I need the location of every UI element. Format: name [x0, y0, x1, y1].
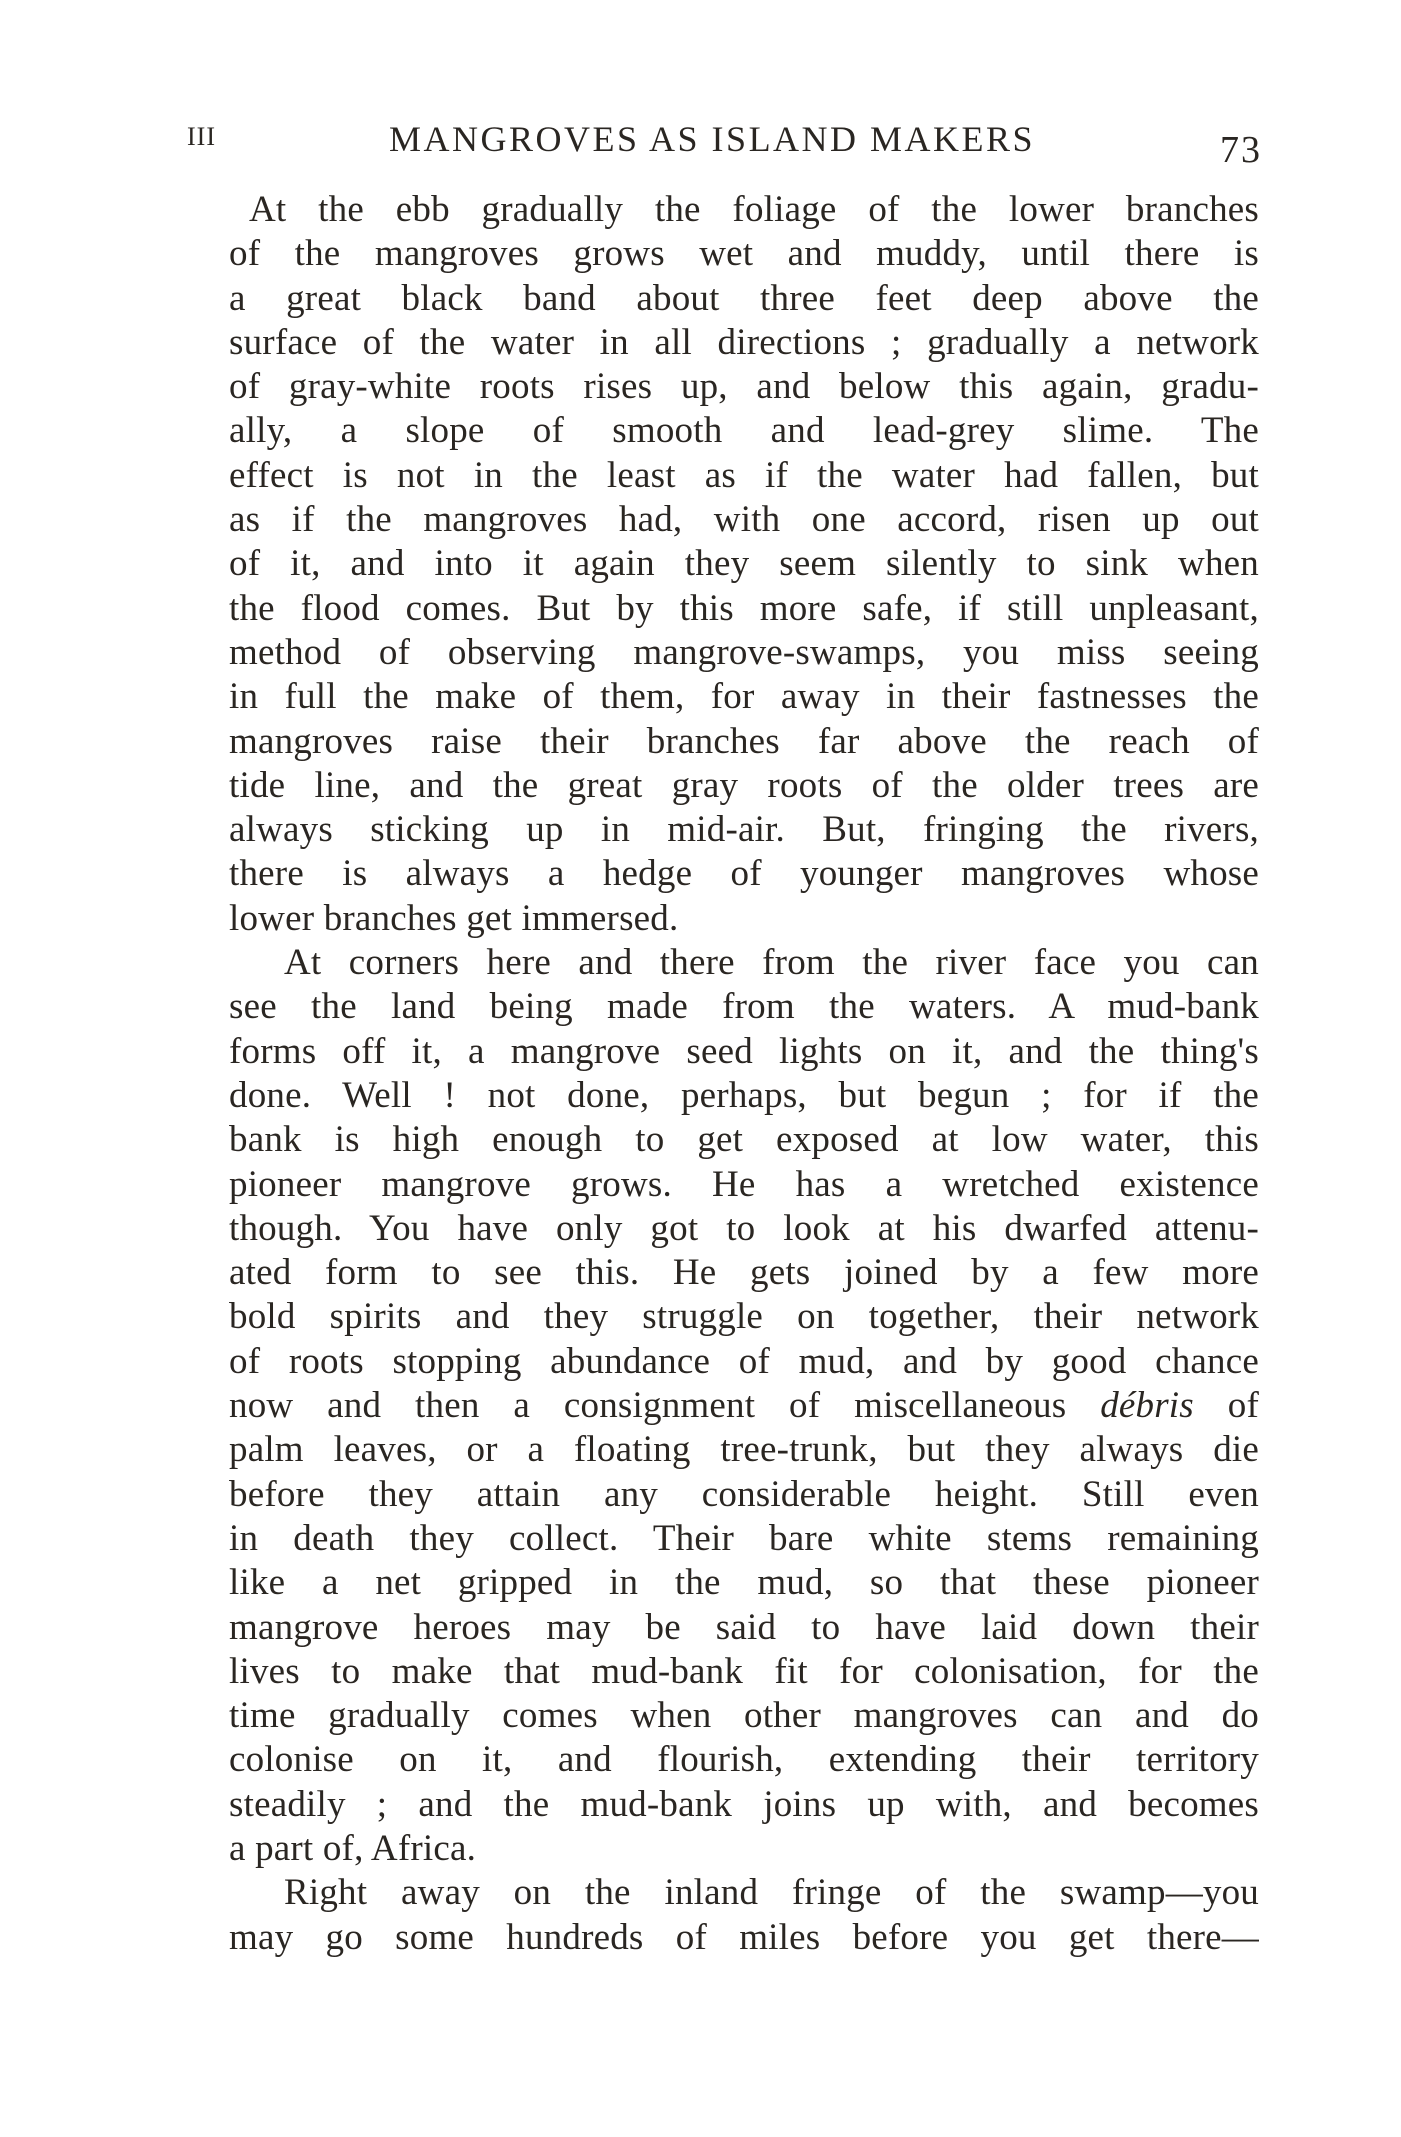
paragraph-3 [174, 1871, 1259, 1960]
text-line: though. You have only got to look at his dwarfed attenu- [229, 1207, 1259, 1249]
text-segment: now and then a consignment of miscellaneous [229, 1385, 1067, 1427]
text-line: done. Well ! not done, perhaps, but begun ; for if the [229, 1074, 1259, 1116]
body-text [174, 188, 1259, 1960]
text-line: pioneer mangrove grows. He has a wretched existence [229, 1163, 1259, 1205]
text-line: like a net gripped in the mud, so that these pioneer [229, 1562, 1259, 1604]
text-line: ally, a slope of smooth and lead-grey slime. The [229, 410, 1259, 452]
text-line: a part of, Africa. [229, 1827, 477, 1869]
text-line: may go some hundreds of miles before you get there— [229, 1916, 1259, 1958]
text-line: mangrove heroes may be said to have laid down their [229, 1606, 1259, 1648]
text-line: method of observing mangrove-swamps, you miss seeing [229, 631, 1259, 673]
text-line: mangroves raise their branches far above the reach of [229, 720, 1259, 762]
text-line: in full the make of them, for away in their fastnesses the [229, 676, 1259, 718]
text-line: palm leaves, or a floating tree-trunk, but they always die [229, 1429, 1259, 1471]
running-title: MANGROVES AS ISLAND MAKERS [389, 119, 1036, 159]
text-line: ated form to see this. He gets joined by a few more [229, 1252, 1259, 1294]
text-line: forms off it, a mangrove seed lights on it, and the thing's [229, 1030, 1259, 1072]
text-segment: of [1227, 1385, 1259, 1427]
text-line: see the land being made from the waters. A mud-bank [229, 986, 1259, 1028]
text-line: At the ebb gradually the foliage of the lower branches [249, 189, 1259, 230]
text-line: in death they collect. Their bare white stems remaining [229, 1517, 1259, 1559]
text-line: before they attain any considerable height. Still even [229, 1473, 1259, 1515]
text-line: colonise on it, and flourish, extending their territory [229, 1739, 1259, 1781]
text-line: effect is not in the least as if the water had fallen, but [229, 454, 1259, 496]
text-line: of gray-white roots rises up, and below this again, gradu- [229, 366, 1259, 408]
text-line: a great black band about three feet deep above the [229, 277, 1259, 319]
text-line: At corners here and there from the river face you can [284, 942, 1259, 984]
text-line: bank is high enough to get exposed at low water, this [229, 1119, 1259, 1161]
text-line: of it, and into it again they seem silently to sink when [229, 543, 1259, 585]
text-line: tide line, and the great gray roots of the older trees are [229, 764, 1259, 806]
text-line: lower branches get immersed. [229, 897, 679, 939]
text-line: as if the mangroves had, with one accord, risen up out [229, 499, 1259, 541]
chapter-number: III [187, 122, 216, 151]
text-line: lives to make that mud-bank fit for colonisation, for the [229, 1650, 1259, 1692]
text-line: time gradually comes when other mangroves can and do [229, 1695, 1259, 1737]
text-line: of roots stopping abundance of mud, and by good chance [229, 1340, 1259, 1382]
text-line-with-italic [174, 1384, 1259, 1428]
text-line: there is always a hedge of younger mangroves whose [229, 853, 1259, 895]
paragraph-1 [174, 188, 1259, 941]
text-line: steadily ; and the mud-bank joins up with, and becomes [229, 1783, 1259, 1825]
text-line: always sticking up in mid-air. But, fringing the rivers, [229, 809, 1259, 851]
page-number: 73 [1220, 129, 1262, 171]
running-head [187, 118, 1262, 178]
italic-word: débris [1100, 1385, 1194, 1427]
text-line: Right away on the inland fringe of the swamp—you [284, 1872, 1259, 1914]
text-line: of the mangroves grows wet and muddy, until there is [229, 233, 1259, 275]
text-line: surface of the water in all directions ; gradually a network [229, 321, 1259, 363]
text-line: bold spirits and they struggle on together, their network [229, 1296, 1259, 1338]
text-line: the flood comes. But by this more safe, if still unpleasant, [229, 587, 1259, 629]
paragraph-2 [174, 941, 1259, 1871]
